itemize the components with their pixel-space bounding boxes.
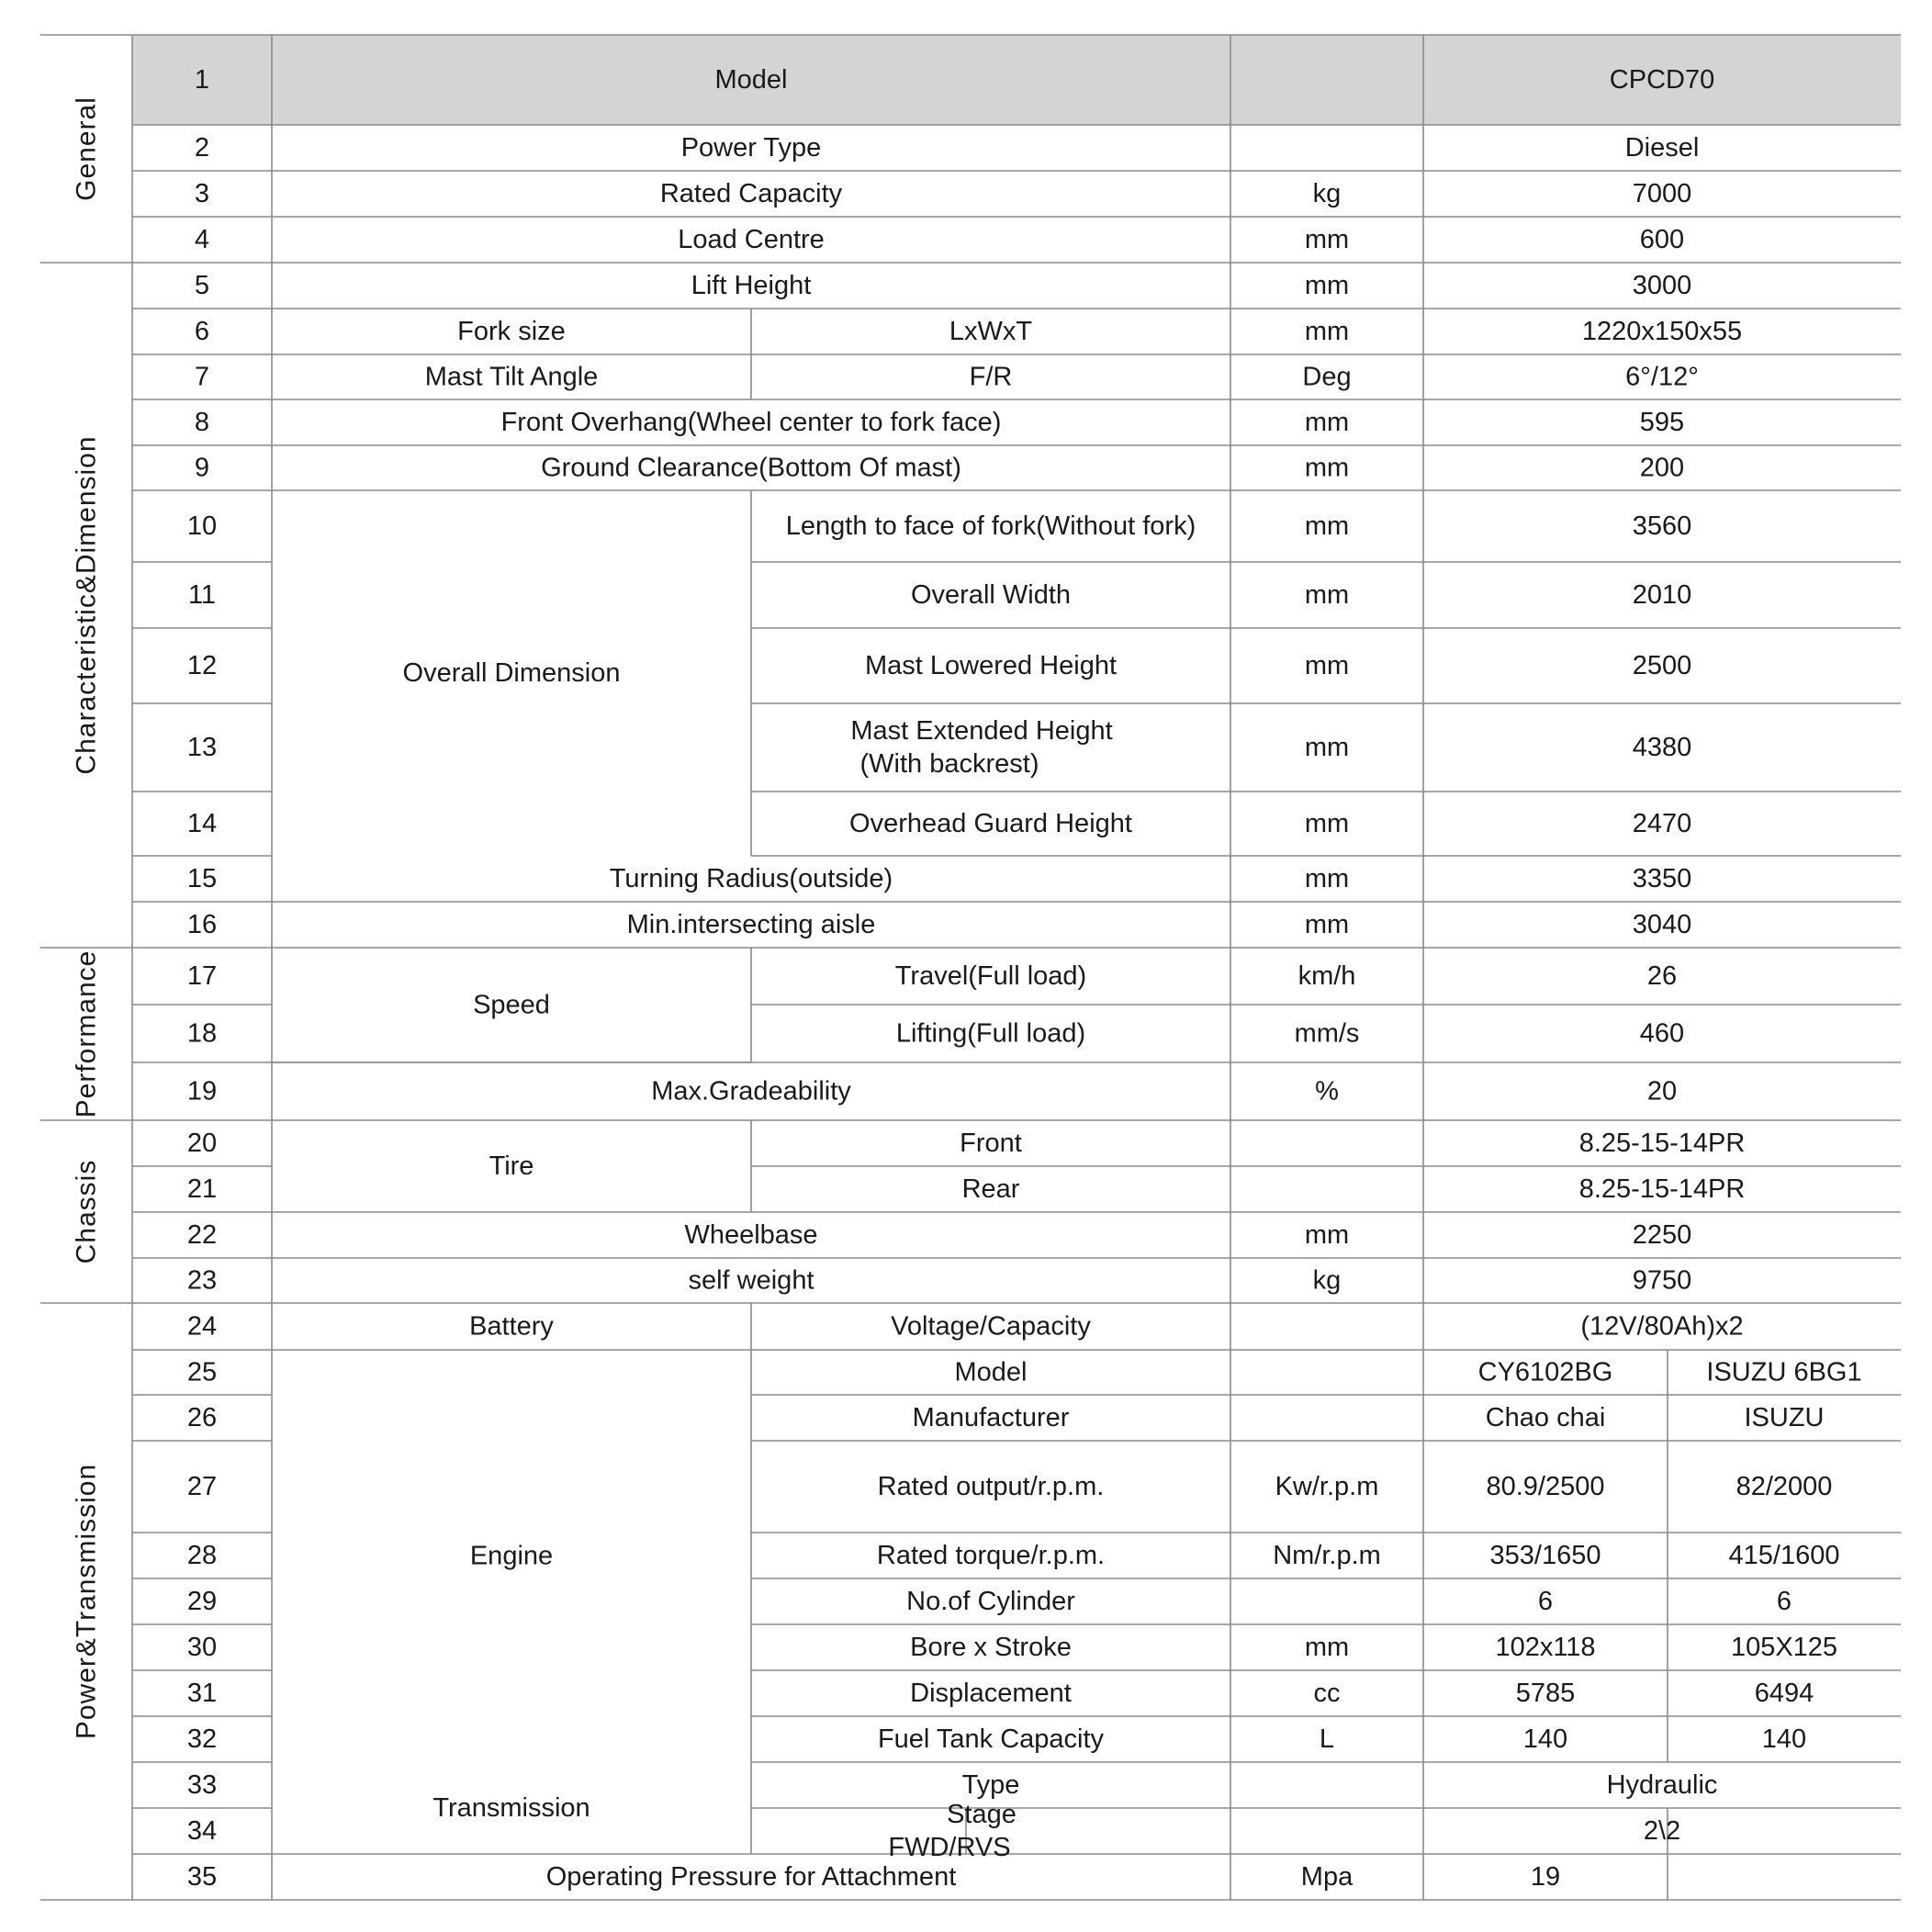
row-number: 17 <box>186 961 218 991</box>
row-unit: Deg <box>1302 362 1352 392</box>
row-value-a: 6 <box>1537 1587 1554 1616</box>
row-value: 2250 <box>1632 1220 1692 1250</box>
row-value: 19 <box>1530 1862 1561 1892</box>
row-label: Max.Gradeability <box>651 1076 851 1106</box>
row-value: (12V/80Ah)x2 <box>1580 1311 1744 1342</box>
row-label: self weight <box>688 1265 814 1296</box>
row-value: 600 <box>1639 225 1685 254</box>
row-value: 460 <box>1639 1018 1685 1049</box>
row-value: 3040 <box>1632 910 1692 939</box>
row-label: Battery <box>469 1311 554 1342</box>
row-label: Rated Capacity <box>659 179 843 208</box>
row-sublabel: Voltage/Capacity <box>891 1311 1091 1342</box>
row-number: 32 <box>186 1724 218 1754</box>
row-number: 9 <box>194 453 210 483</box>
row-number: 35 <box>186 1862 218 1892</box>
row-number: 8 <box>194 408 210 437</box>
row-label: Ground Clearance(Bottom Of mast) <box>541 453 961 483</box>
row-value-a: 80.9/2500 <box>1486 1472 1605 1501</box>
row-value: 6°/12° <box>1625 362 1699 392</box>
row-unit: mm <box>1304 864 1350 893</box>
row-label: Operating Pressure for Attachment <box>545 1862 957 1892</box>
row-value: 200 <box>1639 453 1685 483</box>
row-value-a: Chao chai <box>1485 1403 1606 1432</box>
row-number: 10 <box>186 511 218 541</box>
row-value: 2\2 <box>1643 1816 1681 1846</box>
row-unit: % <box>1315 1076 1339 1106</box>
row-number: 21 <box>186 1174 218 1204</box>
row-value: 3350 <box>1632 864 1692 893</box>
row-number: 2 <box>194 133 210 163</box>
row-value: 1220x150x55 <box>1581 317 1743 346</box>
section-label: General <box>71 96 102 201</box>
row-number: 19 <box>186 1076 218 1106</box>
row-number: 27 <box>186 1472 218 1501</box>
row-label: Load Centre <box>678 225 825 254</box>
row-unit: mm <box>1304 651 1350 680</box>
row-label: Front Overhang(Wheel center to fork face) <box>500 408 1002 437</box>
row-sublabel: Model <box>954 1357 1028 1387</box>
row-label: Lift Height <box>691 271 812 300</box>
row-number: 30 <box>186 1633 218 1662</box>
row-sublabel: Stage <box>947 1800 1017 1829</box>
row-unit: kg <box>1312 179 1342 208</box>
row-sublabel: Manufacturer <box>912 1403 1070 1432</box>
row-number: 29 <box>186 1587 218 1616</box>
row-number: 6 <box>194 317 210 346</box>
row-label: Min.intersecting aisle <box>626 910 876 939</box>
row-number: 13 <box>186 733 218 762</box>
group-label-overall-dimension: Overall Dimension <box>402 658 621 688</box>
row-value-a: 140 <box>1522 1724 1568 1754</box>
row-label: Wheelbase <box>684 1220 818 1250</box>
row-sublabel: (With backrest) <box>859 749 1039 779</box>
row-unit: mm <box>1304 225 1350 254</box>
row-unit: kg <box>1312 1265 1342 1296</box>
row-number: 12 <box>186 651 218 680</box>
row-number: 25 <box>186 1357 218 1387</box>
group-label-speed: Speed <box>473 990 550 1020</box>
row-number: 3 <box>194 179 210 208</box>
row-number: 7 <box>194 362 210 392</box>
header-model-value: CPCD70 <box>1609 65 1715 95</box>
row-value-b: 6494 <box>1754 1679 1814 1708</box>
row-value: 4380 <box>1632 733 1692 762</box>
row-sublabel: Rear <box>961 1174 1020 1204</box>
row-number: 33 <box>186 1770 218 1800</box>
row-sublabel: Length to face of fork(Without fork) <box>785 511 1196 541</box>
row-sublabel: Rated torque/r.p.m. <box>876 1541 1106 1570</box>
row-number: 23 <box>186 1265 218 1296</box>
row-sublabel: Bore x Stroke <box>910 1633 1072 1662</box>
row-number: 18 <box>186 1018 218 1049</box>
row-unit: mm <box>1304 317 1350 346</box>
row-number: 26 <box>186 1403 218 1432</box>
row-value-b: 105X125 <box>1730 1633 1838 1662</box>
row-label: Power Type <box>680 133 822 163</box>
row-value-b: 6 <box>1776 1587 1792 1616</box>
row-unit: mm <box>1304 1633 1350 1662</box>
section-label: Performance <box>71 949 102 1118</box>
row-unit: km/h <box>1297 961 1356 991</box>
row-value: 7000 <box>1632 179 1692 208</box>
row-number: 28 <box>186 1541 218 1570</box>
row-number: 31 <box>186 1679 218 1708</box>
row-value-a: 5785 <box>1515 1679 1576 1708</box>
row-value: 9750 <box>1632 1265 1692 1296</box>
row-unit: mm <box>1304 733 1350 762</box>
group-label-tire: Tire <box>489 1151 534 1181</box>
section-label: Chassis <box>71 1159 102 1264</box>
row-label: Mast Tilt Angle <box>424 362 599 392</box>
row-sublabel: Fuel Tank Capacity <box>877 1724 1105 1754</box>
row-number: 1 <box>194 65 210 95</box>
row-value-b: 140 <box>1761 1724 1807 1754</box>
section-label: Characteristic&Dimension <box>71 435 102 775</box>
row-unit: mm <box>1304 408 1350 437</box>
row-sublabel: FWD/RVS <box>888 1833 1011 1862</box>
row-unit: mm <box>1304 511 1350 541</box>
row-number: 16 <box>186 910 218 939</box>
row-value: 3000 <box>1632 271 1692 300</box>
row-sublabel: F/R <box>969 362 1013 392</box>
row-unit: mm <box>1304 1220 1350 1250</box>
row-value: 8.25-15-14PR <box>1578 1174 1746 1204</box>
row-sublabel: Lifting(Full load) <box>895 1018 1086 1049</box>
row-value: 2500 <box>1632 651 1692 680</box>
group-label-transmission: Transmission <box>432 1793 590 1823</box>
row-unit: L <box>1319 1724 1335 1754</box>
row-sublabel: Front <box>960 1129 1022 1158</box>
row-sublabel: Type <box>961 1770 1020 1800</box>
row-number: 22 <box>186 1220 218 1250</box>
row-value: 20 <box>1646 1076 1678 1106</box>
row-value-a: CY6102BG <box>1477 1357 1613 1387</box>
row-sublabel: Travel(Full load) <box>894 961 1087 991</box>
row-value-b: 415/1600 <box>1728 1541 1840 1570</box>
row-unit: Mpa <box>1300 1862 1354 1892</box>
row-value-b: ISUZU <box>1744 1403 1825 1432</box>
row-value: 8.25-15-14PR <box>1578 1129 1746 1158</box>
row-unit: mm/s <box>1294 1018 1360 1049</box>
row-unit: cc <box>1313 1679 1341 1708</box>
row-unit: mm <box>1304 809 1350 838</box>
row-unit: mm <box>1304 580 1350 610</box>
row-value-b: ISUZU 6BG1 <box>1706 1357 1862 1387</box>
header-label: Model <box>714 65 788 95</box>
row-label: Turning Radius(outside) <box>609 864 893 893</box>
row-value: 3560 <box>1632 511 1692 541</box>
row-value: 595 <box>1639 408 1685 437</box>
row-value: Hydraulic <box>1606 1770 1718 1800</box>
row-sublabel: Overall Width <box>910 580 1072 610</box>
row-unit: mm <box>1304 271 1350 300</box>
row-unit: mm <box>1304 910 1350 939</box>
row-number: 11 <box>187 580 217 610</box>
row-value-a: 353/1650 <box>1489 1541 1601 1570</box>
row-number: 5 <box>194 271 210 300</box>
row-unit: Nm/r.p.m <box>1273 1541 1381 1570</box>
row-number: 20 <box>186 1129 218 1158</box>
row-number: 15 <box>186 864 218 893</box>
row-sublabel: Mast Lowered Height <box>864 651 1118 680</box>
row-label: Fork size <box>457 317 566 346</box>
row-number: 24 <box>186 1311 218 1342</box>
row-unit: Kw/r.p.m <box>1275 1472 1379 1501</box>
row-sublabel: Displacement <box>910 1679 1072 1708</box>
row-sublabel: Overhead Guard Height <box>849 809 1132 838</box>
row-value-a: 102x118 <box>1495 1633 1596 1662</box>
row-number: 34 <box>186 1816 218 1846</box>
row-sublabel: No.of Cylinder <box>906 1587 1075 1616</box>
row-value: 2010 <box>1632 580 1692 610</box>
group-label-engine: Engine <box>469 1541 554 1571</box>
row-unit: mm <box>1304 453 1350 483</box>
section-label: Power&Transmission <box>71 1463 102 1740</box>
row-number: 4 <box>194 225 210 254</box>
row-value: 2470 <box>1632 809 1692 838</box>
row-value: Diesel <box>1624 133 1700 163</box>
row-number: 14 <box>186 809 218 838</box>
row-value: 26 <box>1646 961 1678 991</box>
row-sublabel: Mast Extended Height <box>850 716 1113 746</box>
row-value-b: 82/2000 <box>1735 1472 1833 1501</box>
row-sublabel: Rated output/r.p.m. <box>877 1472 1105 1501</box>
row-sublabel: LxWxT <box>949 317 1033 346</box>
